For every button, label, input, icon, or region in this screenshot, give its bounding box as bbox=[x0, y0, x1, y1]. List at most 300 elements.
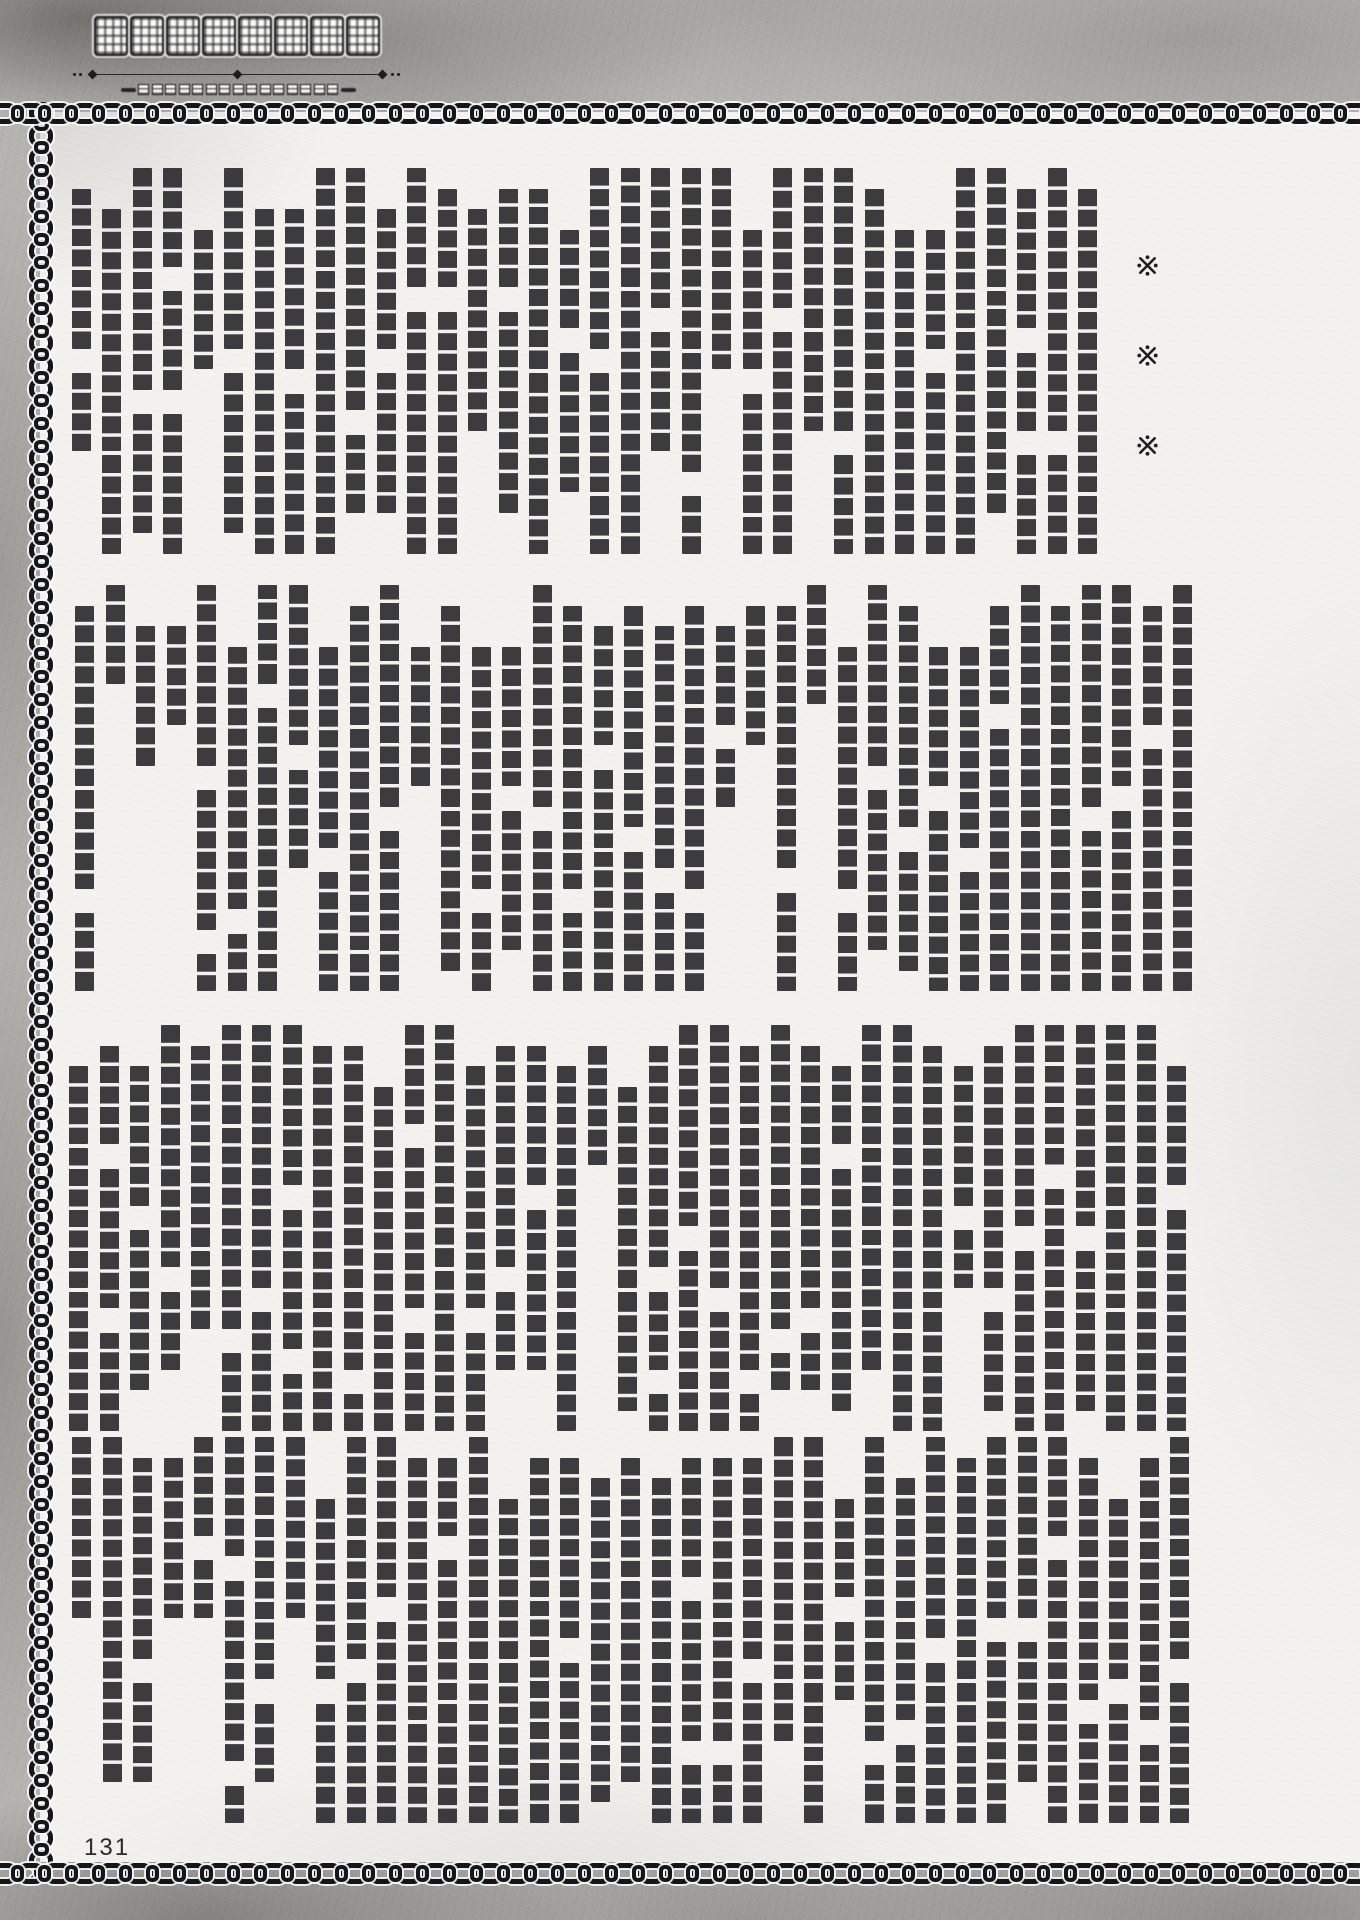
subtitle-glyph-redacted bbox=[192, 84, 203, 95]
greeked-text-run bbox=[377, 1437, 396, 1597]
chain-link-connector bbox=[34, 417, 49, 430]
text-column-greeked bbox=[496, 1025, 515, 1433]
greeked-text-run bbox=[590, 496, 609, 554]
text-column-greeked bbox=[100, 1025, 119, 1433]
text-column-greeked bbox=[469, 1437, 488, 1833]
greeked-text-run bbox=[72, 373, 91, 451]
chain-link-connector bbox=[713, 105, 726, 122]
greeked-text-run bbox=[649, 1394, 668, 1431]
chain-link-connector bbox=[34, 164, 49, 177]
chain-link-connector bbox=[1253, 1865, 1266, 1882]
text-column-greeked bbox=[987, 1437, 1006, 1833]
greeked-text-run bbox=[499, 312, 518, 513]
text-column-greeked bbox=[316, 1437, 335, 1833]
greeked-text-run bbox=[777, 893, 796, 992]
text-column-greeked bbox=[347, 1437, 366, 1833]
greeked-text-run bbox=[801, 1046, 820, 1309]
chain-link-connector bbox=[200, 105, 213, 122]
greeked-text-run bbox=[344, 1394, 363, 1431]
greeked-text-run bbox=[407, 168, 426, 287]
chain-link-connector bbox=[389, 105, 402, 122]
greeked-text-run bbox=[1078, 189, 1097, 308]
subtitle-glyph-redacted bbox=[121, 88, 136, 92]
divider-dot bbox=[73, 73, 76, 76]
greeked-text-run bbox=[1143, 606, 1162, 725]
chain-link-connector bbox=[34, 693, 49, 706]
greeked-text-run bbox=[685, 708, 704, 889]
greeked-text-run bbox=[1109, 1704, 1128, 1823]
greeked-text-run bbox=[1109, 1499, 1128, 1680]
text-column-greeked bbox=[252, 1025, 271, 1433]
chain-link-connector bbox=[1199, 105, 1212, 122]
text-column-greeked bbox=[557, 1025, 576, 1433]
chain-link-connector bbox=[1199, 1865, 1212, 1882]
text-column-greeked bbox=[377, 1437, 396, 1833]
greeked-text-run bbox=[804, 168, 823, 328]
greeked-text-run bbox=[926, 1663, 945, 1823]
chain-link-connector bbox=[875, 1865, 888, 1882]
chain-link-connector bbox=[443, 105, 456, 122]
greeked-text-run bbox=[258, 954, 277, 991]
text-column-greeked bbox=[136, 585, 155, 998]
greeked-text-run bbox=[103, 1601, 122, 1782]
chain-link-connector bbox=[713, 1865, 726, 1882]
chain-link-connector bbox=[767, 105, 780, 122]
greeked-text-run bbox=[590, 373, 609, 492]
text-column-greeked bbox=[896, 1437, 915, 1833]
greeked-text-run bbox=[472, 913, 491, 991]
chain-link-connector bbox=[1037, 1865, 1050, 1882]
greeked-text-run bbox=[346, 168, 365, 410]
title-text-redacted bbox=[94, 16, 380, 56]
greeked-text-run bbox=[405, 1148, 424, 1308]
text-column-greeked bbox=[590, 168, 609, 560]
greeked-text-run bbox=[377, 1622, 396, 1823]
text-column-greeked bbox=[255, 168, 274, 560]
chain-link-connector bbox=[551, 1865, 564, 1882]
text-column-greeked bbox=[283, 1025, 302, 1433]
greeked-text-run bbox=[316, 168, 335, 267]
chain-link-connector bbox=[416, 105, 429, 122]
chain-link-connector bbox=[254, 1865, 267, 1882]
greeked-text-run bbox=[804, 1437, 823, 1679]
text-column-greeked bbox=[926, 1437, 945, 1833]
chain-link-connector bbox=[146, 1865, 159, 1882]
text-column-greeked bbox=[167, 585, 186, 998]
greeked-text-run bbox=[499, 189, 518, 288]
chain-link-connector bbox=[524, 1865, 537, 1882]
greeked-text-run bbox=[960, 647, 979, 848]
text-column-greeked bbox=[191, 1025, 210, 1433]
title-glyph-redacted bbox=[94, 16, 128, 56]
greeked-text-run bbox=[838, 647, 857, 889]
chain-link-connector bbox=[34, 670, 49, 683]
greeked-text-run bbox=[590, 168, 609, 349]
greeked-text-run bbox=[530, 1458, 549, 1598]
greeked-text-run bbox=[106, 585, 125, 684]
greeked-text-run bbox=[496, 1046, 515, 1268]
greeked-text-run bbox=[1017, 455, 1036, 554]
text-column-greeked bbox=[685, 585, 704, 998]
chain-link-connector bbox=[34, 1567, 49, 1580]
greeked-text-run bbox=[350, 729, 369, 951]
greeked-text-run bbox=[685, 606, 704, 705]
greeked-text-run bbox=[895, 332, 914, 554]
greeked-text-run bbox=[502, 647, 521, 787]
greeked-text-run bbox=[100, 1046, 119, 1145]
chain-link-connector bbox=[200, 1865, 213, 1882]
text-column-greeked bbox=[407, 168, 426, 560]
chain-link-connector bbox=[65, 1865, 78, 1882]
chain-link-connector bbox=[34, 440, 49, 453]
greeked-text-run bbox=[1018, 1437, 1037, 1618]
greeked-text-run bbox=[1018, 1642, 1037, 1782]
text-column-greeked bbox=[807, 585, 826, 998]
chain-link-connector bbox=[362, 105, 375, 122]
greeked-text-run bbox=[72, 189, 91, 349]
text-column-greeked bbox=[679, 1025, 698, 1433]
subtitle-glyph-redacted bbox=[179, 84, 190, 95]
chain-link-connector bbox=[1280, 1865, 1293, 1882]
greeked-text-run bbox=[1137, 1025, 1156, 1226]
text-column-greeked bbox=[258, 585, 277, 998]
greeked-text-run bbox=[1051, 606, 1070, 725]
text-column-greeked bbox=[1170, 1437, 1189, 1833]
greeked-text-run bbox=[374, 1353, 393, 1431]
greeked-text-run bbox=[987, 168, 1006, 287]
chain-link-connector bbox=[34, 1360, 49, 1373]
chain-link-connector bbox=[34, 233, 49, 246]
text-column-greeked bbox=[682, 168, 701, 560]
chain-link-connector bbox=[34, 1475, 49, 1488]
text-column-greeked bbox=[1143, 585, 1162, 998]
greeked-text-run bbox=[1078, 496, 1097, 554]
text-column-greeked bbox=[533, 585, 552, 998]
greeked-text-run bbox=[862, 1148, 881, 1226]
text-column-greeked bbox=[499, 168, 518, 560]
text-column-greeked bbox=[743, 168, 762, 560]
greeked-text-run bbox=[682, 496, 701, 554]
chain-link-connector bbox=[11, 105, 24, 122]
text-column-greeked bbox=[713, 1437, 732, 1833]
greeked-text-run bbox=[1170, 1437, 1189, 1659]
chain-link-connector bbox=[92, 1865, 105, 1882]
text-column-greeked bbox=[652, 1437, 671, 1833]
chain-link-connector bbox=[1172, 1865, 1185, 1882]
chain-link-connector bbox=[1118, 1865, 1131, 1882]
greeked-text-run bbox=[496, 1292, 515, 1370]
text-band bbox=[75, 585, 1192, 998]
greeked-text-run bbox=[435, 1025, 454, 1267]
greeked-text-run bbox=[895, 230, 914, 329]
greeked-text-run bbox=[862, 1025, 881, 1144]
chain-link-connector bbox=[1280, 105, 1293, 122]
subtitle-glyph-redacted bbox=[206, 84, 217, 95]
text-column-greeked bbox=[441, 585, 460, 998]
chain-link-connector bbox=[34, 302, 49, 315]
greeked-text-run bbox=[893, 1230, 912, 1329]
title-divider-rule bbox=[88, 74, 386, 75]
chain-link-connector bbox=[34, 555, 49, 568]
text-column-greeked bbox=[380, 585, 399, 998]
chain-link-connector bbox=[281, 105, 294, 122]
greeked-text-run bbox=[618, 1087, 637, 1288]
chain-link-connector bbox=[848, 1865, 861, 1882]
greeked-text-run bbox=[1048, 1437, 1067, 1536]
greeked-text-run bbox=[1017, 353, 1036, 431]
chain-link-connector bbox=[740, 105, 753, 122]
text-column-greeked bbox=[804, 168, 823, 560]
greeked-text-run bbox=[560, 1458, 579, 1639]
text-column-greeked bbox=[1015, 1025, 1034, 1433]
text-column-greeked bbox=[865, 168, 884, 560]
greeked-text-run bbox=[344, 1292, 363, 1370]
greeked-text-run bbox=[289, 770, 308, 869]
greeked-text-run bbox=[1079, 1724, 1098, 1823]
chain-link-connector bbox=[1091, 1865, 1104, 1882]
greeked-text-run bbox=[557, 1066, 576, 1308]
greeked-text-run bbox=[252, 1312, 271, 1431]
subtitle-glyph-redacted bbox=[152, 84, 163, 95]
greeked-text-run bbox=[529, 373, 548, 554]
subtitle-glyph-redacted bbox=[138, 84, 149, 95]
chain-link-connector bbox=[34, 716, 49, 729]
greeked-text-run bbox=[1048, 1560, 1067, 1679]
chain-link-connector bbox=[1091, 105, 1104, 122]
chain-link-connector bbox=[929, 105, 942, 122]
chain-link-connector bbox=[34, 578, 49, 591]
greeked-text-run bbox=[563, 749, 582, 889]
greeked-text-run bbox=[1045, 1189, 1064, 1431]
greeked-text-run bbox=[224, 373, 243, 533]
greeked-text-run bbox=[164, 1458, 183, 1618]
greeked-text-run bbox=[100, 1333, 119, 1432]
greeked-text-run bbox=[1173, 585, 1192, 827]
greeked-text-run bbox=[682, 1765, 701, 1823]
subtitle-text-redacted bbox=[118, 84, 358, 95]
chain-link-connector bbox=[956, 105, 969, 122]
text-column-greeked bbox=[743, 1437, 762, 1833]
greeked-text-run bbox=[499, 1499, 518, 1659]
text-column-greeked bbox=[984, 1025, 1003, 1433]
greeked-text-run bbox=[75, 913, 94, 991]
text-column-greeked bbox=[862, 1025, 881, 1433]
greeked-text-run bbox=[774, 1683, 793, 1741]
reference-mark-icon bbox=[1136, 344, 1159, 367]
greeked-text-run bbox=[771, 1189, 790, 1329]
text-column-greeked bbox=[957, 1437, 976, 1833]
chain-link-connector bbox=[34, 992, 49, 1005]
greeked-text-run bbox=[835, 1622, 854, 1700]
chain-link-connector bbox=[34, 1176, 49, 1189]
chain-link-connector bbox=[470, 1865, 483, 1882]
chain-link-connector bbox=[34, 647, 49, 660]
subtitle-glyph-redacted bbox=[165, 84, 176, 95]
chain-link-connector bbox=[578, 1865, 591, 1882]
greeked-text-run bbox=[987, 1642, 1006, 1823]
greeked-text-run bbox=[380, 585, 399, 807]
chain-link-connector bbox=[34, 1636, 49, 1649]
greeked-text-run bbox=[956, 332, 975, 554]
chain-link-connector bbox=[929, 1865, 942, 1882]
greeked-text-run bbox=[313, 1046, 332, 1309]
text-column-greeked bbox=[133, 168, 152, 560]
chain-link-connector bbox=[34, 1682, 49, 1695]
greeked-text-run bbox=[407, 312, 426, 554]
greeked-text-run bbox=[621, 1581, 640, 1782]
subtitle-glyph-redacted bbox=[327, 84, 338, 95]
greeked-text-run bbox=[374, 1087, 393, 1350]
greeked-text-run bbox=[838, 913, 857, 991]
chain-link-connector bbox=[497, 105, 510, 122]
greeked-text-run bbox=[405, 1333, 424, 1432]
chain-link-connector bbox=[34, 279, 49, 292]
greeked-text-run bbox=[682, 168, 701, 349]
text-column-greeked bbox=[771, 1025, 790, 1433]
text-column-greeked bbox=[1112, 585, 1131, 998]
greeked-text-run bbox=[743, 517, 762, 554]
text-column-greeked bbox=[563, 585, 582, 998]
divider-diamond bbox=[378, 69, 388, 79]
greeked-text-run bbox=[533, 831, 552, 991]
greeked-text-run bbox=[72, 1437, 91, 1618]
greeked-text-run bbox=[893, 1333, 912, 1432]
greeked-text-run bbox=[984, 1046, 1003, 1288]
subtitle-glyph-redacted bbox=[314, 84, 325, 95]
chain-link-connector bbox=[34, 877, 49, 890]
greeked-text-run bbox=[560, 230, 579, 329]
chain-link-connector bbox=[34, 348, 49, 361]
greeked-text-run bbox=[594, 852, 613, 992]
text-column-greeked bbox=[529, 168, 548, 560]
greeked-text-run bbox=[832, 1312, 851, 1411]
greeked-text-run bbox=[102, 209, 121, 451]
greeked-text-run bbox=[283, 1025, 302, 1185]
text-column-greeked bbox=[868, 585, 887, 998]
chain-link-connector bbox=[34, 1061, 49, 1074]
text-column-greeked bbox=[651, 168, 670, 560]
greeked-text-run bbox=[865, 1765, 884, 1823]
greeked-text-run bbox=[865, 373, 884, 554]
greeked-text-run bbox=[713, 1458, 732, 1618]
subtitle-glyph-redacted bbox=[300, 84, 311, 95]
greeked-text-run bbox=[563, 913, 582, 991]
chain-link-connector bbox=[389, 1865, 402, 1882]
greeked-text-run bbox=[1079, 1458, 1098, 1700]
text-column-greeked bbox=[411, 585, 430, 998]
greeked-text-run bbox=[957, 1458, 976, 1680]
text-column-greeked bbox=[1079, 1437, 1098, 1833]
text-column-greeked bbox=[929, 585, 948, 998]
greeked-text-run bbox=[651, 332, 670, 451]
chain-link-connector bbox=[119, 105, 132, 122]
text-column-greeked bbox=[1018, 1437, 1037, 1833]
chain-link-connector bbox=[281, 1865, 294, 1882]
greeked-text-run bbox=[69, 1292, 88, 1432]
subtitle-glyph-redacted bbox=[219, 84, 230, 95]
greeked-text-run bbox=[990, 606, 1009, 705]
greeked-text-run bbox=[685, 913, 704, 991]
chain-link-connector bbox=[38, 1865, 51, 1882]
subtitle-glyph-redacted bbox=[287, 84, 298, 95]
chain-link-connector bbox=[34, 463, 49, 476]
greeked-text-run bbox=[652, 1663, 671, 1823]
greeked-text-run bbox=[222, 1025, 241, 1124]
title-glyph-redacted bbox=[346, 16, 380, 56]
greeked-text-run bbox=[682, 1458, 701, 1577]
chain-link-connector bbox=[34, 325, 49, 338]
greeked-text-run bbox=[255, 1519, 274, 1679]
chain-link-connector bbox=[34, 532, 49, 545]
greeked-text-run bbox=[923, 1312, 942, 1431]
chain-link-connector bbox=[578, 105, 591, 122]
greeked-text-run bbox=[469, 1663, 488, 1823]
greeked-text-run bbox=[377, 373, 396, 513]
page-number: 131 bbox=[84, 1834, 131, 1861]
text-column-greeked bbox=[865, 1437, 884, 1833]
greeked-text-run bbox=[411, 647, 430, 787]
text-column-greeked bbox=[560, 1437, 579, 1833]
greeked-text-run bbox=[1051, 729, 1070, 869]
greeked-text-run bbox=[285, 209, 304, 369]
text-column-greeked bbox=[103, 1437, 122, 1833]
divider-dot bbox=[391, 73, 394, 76]
chain-link-connector bbox=[65, 105, 78, 122]
greeked-text-run bbox=[984, 1312, 1003, 1411]
greeked-text-run bbox=[1017, 189, 1036, 329]
greeked-text-run bbox=[499, 1663, 518, 1823]
greeked-text-run bbox=[347, 1540, 366, 1659]
greeked-text-run bbox=[774, 1437, 793, 1679]
greeked-text-run bbox=[957, 1683, 976, 1823]
chain-link-connector bbox=[875, 105, 888, 122]
chain-link-connector bbox=[1064, 105, 1077, 122]
chain-link-connector bbox=[794, 1865, 807, 1882]
text-column-greeked bbox=[773, 168, 792, 560]
text-column-greeked bbox=[408, 1437, 427, 1833]
chain-link-connector bbox=[1145, 105, 1158, 122]
text-column-greeked bbox=[438, 1437, 457, 1833]
greeked-text-run bbox=[835, 1499, 854, 1598]
greeked-text-run bbox=[100, 1169, 119, 1309]
chain-link-connector bbox=[34, 1452, 49, 1465]
title-glyph-redacted bbox=[274, 16, 308, 56]
chain-link-connector bbox=[34, 1406, 49, 1419]
text-column-greeked bbox=[194, 1437, 213, 1833]
chain-link-connector bbox=[767, 1865, 780, 1882]
greeked-text-run bbox=[743, 1683, 762, 1823]
greeked-text-run bbox=[804, 1683, 823, 1761]
text-column-greeked bbox=[838, 585, 857, 998]
chain-link-connector bbox=[740, 1865, 753, 1882]
text-column-greeked bbox=[163, 168, 182, 560]
greeked-text-run bbox=[435, 1271, 454, 1431]
greeked-text-run bbox=[222, 1353, 241, 1431]
chain-link-connector bbox=[34, 1314, 49, 1327]
text-column-greeked bbox=[1076, 1025, 1095, 1433]
greeked-text-run bbox=[283, 1374, 302, 1432]
greeked-text-run bbox=[868, 790, 887, 950]
greeked-text-run bbox=[316, 1499, 335, 1680]
greeked-text-run bbox=[1106, 1312, 1125, 1431]
greeked-text-run bbox=[163, 168, 182, 267]
greeked-text-run bbox=[161, 1025, 180, 1267]
greeked-text-run bbox=[834, 168, 853, 431]
chain-link-connector bbox=[34, 946, 49, 959]
text-column-greeked bbox=[350, 585, 369, 998]
greeked-text-run bbox=[438, 1458, 457, 1536]
greeked-text-run bbox=[956, 168, 975, 328]
